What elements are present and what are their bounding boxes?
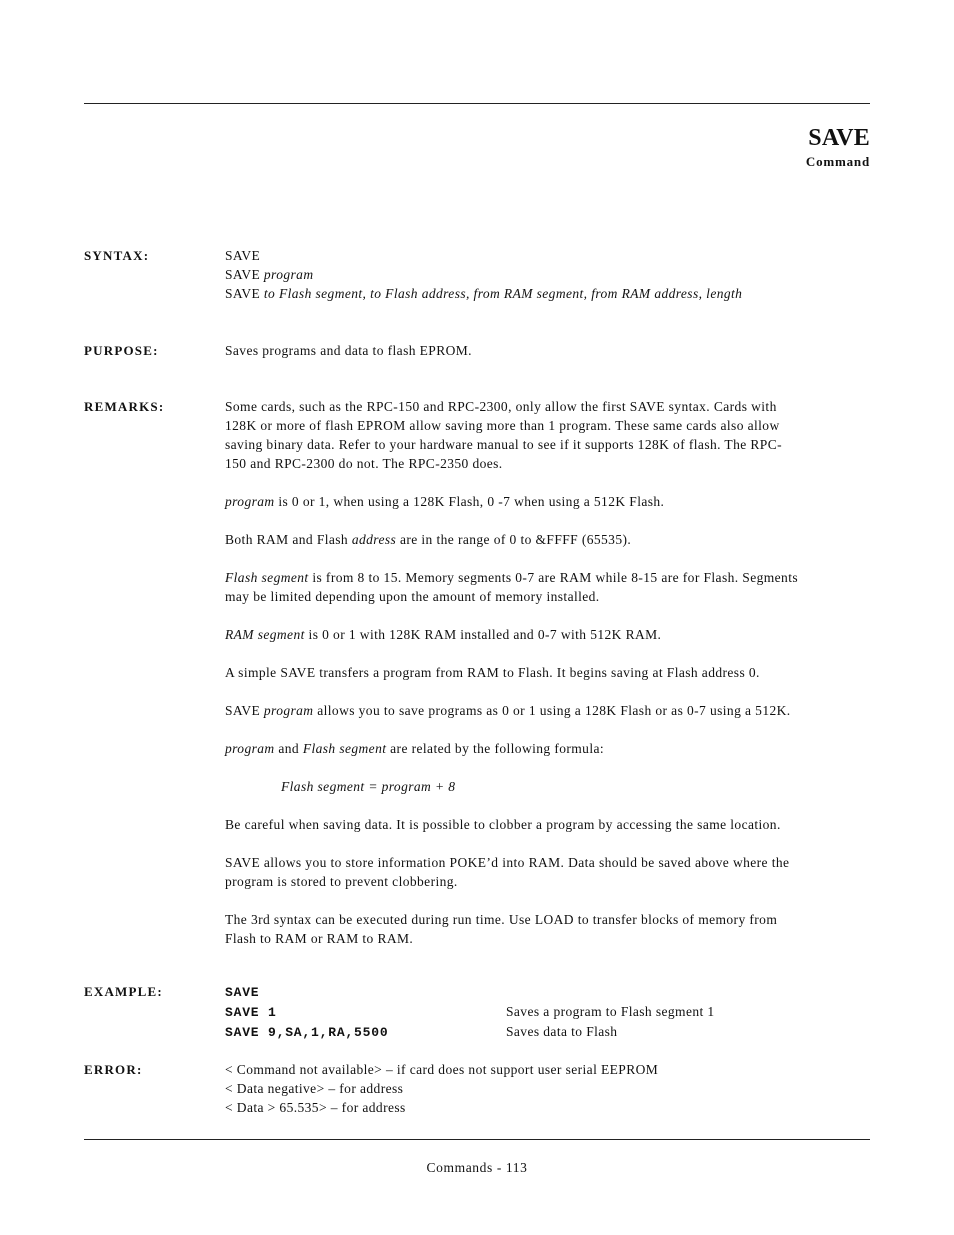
example-block xyxy=(225,982,870,1042)
example-code: SAVE 9,SA,1,RA,5500 xyxy=(225,1025,389,1040)
page-subtitle: Command xyxy=(805,154,870,169)
syntax-label: SYNTAX: xyxy=(84,248,150,263)
remarks-paragraph-2: program is 0 or 1, when using a 128K Flash, 0 -7 when using a 512K Flash. xyxy=(225,494,665,509)
error-line: < Command not available> – if card does not support user serial EEPROM xyxy=(225,1062,659,1077)
remarks-paragraph-6: A simple SAVE transfers a program from RAM to Flash. It begins saving at Flash address 0. xyxy=(225,665,760,680)
error-line: < Data > 65.535> – for address xyxy=(225,1100,406,1115)
example-row xyxy=(225,1022,870,1042)
example-label: EXAMPLE: xyxy=(84,984,163,999)
page-title: SAVE xyxy=(808,125,870,151)
remarks-block xyxy=(225,397,870,967)
remarks-paragraph-3: Both RAM and Flash address are in the range of 0 to &FFFF (65535). xyxy=(225,532,632,547)
example-row xyxy=(225,982,870,1002)
syntax-line-2: SAVE program xyxy=(225,267,314,282)
syntax-line-3: SAVE to Flash segment, to Flash address, from RAM segment, from RAM address, length xyxy=(225,286,743,301)
syntax-block xyxy=(225,246,870,303)
syntax-line-1: SAVE xyxy=(225,248,261,263)
purpose-text: Saves programs and data to flash EPROM. xyxy=(225,343,472,358)
remarks-label: REMARKS: xyxy=(84,399,165,414)
page-footer: Commands - 113 xyxy=(426,1160,528,1175)
error-line: < Data negative> – for address xyxy=(225,1081,404,1096)
remarks-paragraph-9: Be careful when saving data. It is possible to clobber a program by accessing the same location. xyxy=(225,817,781,832)
header-rule xyxy=(84,103,870,104)
title-block xyxy=(806,124,870,171)
footer-rule xyxy=(84,1139,870,1140)
error-block xyxy=(225,1060,870,1117)
remarks-paragraph-7: SAVE program allows you to save programs as 0 or 1 using a 128K Flash or as 0-7 using a 512K. xyxy=(225,703,791,718)
example-description: Saves a program to Flash segment 1 xyxy=(506,1004,715,1019)
remarks-paragraph-1: Some cards, such as the RPC-150 and RPC-2300, only allow the first SAVE syntax. Cards with 128K or more of flash EPROM allow saving more than 1 program. These same cards also allow saving binary data. Refer to your hardware manual to see if it supports 128K of flash. The RPC- 150 and RPC-2300 do not. The RPC-2350 does. xyxy=(225,399,783,471)
example-row xyxy=(225,1002,870,1022)
formula: Flash segment = program + 8 xyxy=(281,779,456,794)
example-description: Saves data to Flash xyxy=(506,1024,618,1039)
error-label: ERROR: xyxy=(84,1062,143,1077)
remarks-paragraph-5: RAM segment is 0 or 1 with 128K RAM installed and 0-7 with 512K RAM. xyxy=(225,627,662,642)
remarks-paragraph-8: program and Flash segment are related by the following formula: xyxy=(225,741,605,756)
remarks-paragraph-4: Flash segment is from 8 to 15. Memory segments 0-7 are RAM while 8-15 are for Flash. Segments may be limited depending upon the amount of memory installed. xyxy=(225,570,799,604)
purpose-label: PURPOSE: xyxy=(84,343,159,358)
example-code: SAVE xyxy=(225,985,260,1000)
example-code: SAVE 1 xyxy=(225,1005,277,1020)
remarks-paragraph-11: The 3rd syntax can be executed during run time. Use LOAD to transfer blocks of memory from Flash to RAM or RAM to RAM. xyxy=(225,912,778,946)
remarks-paragraph-10: SAVE allows you to store information POKE’d into RAM. Data should be saved above where the program is stored to prevent clobbering. xyxy=(225,855,790,889)
